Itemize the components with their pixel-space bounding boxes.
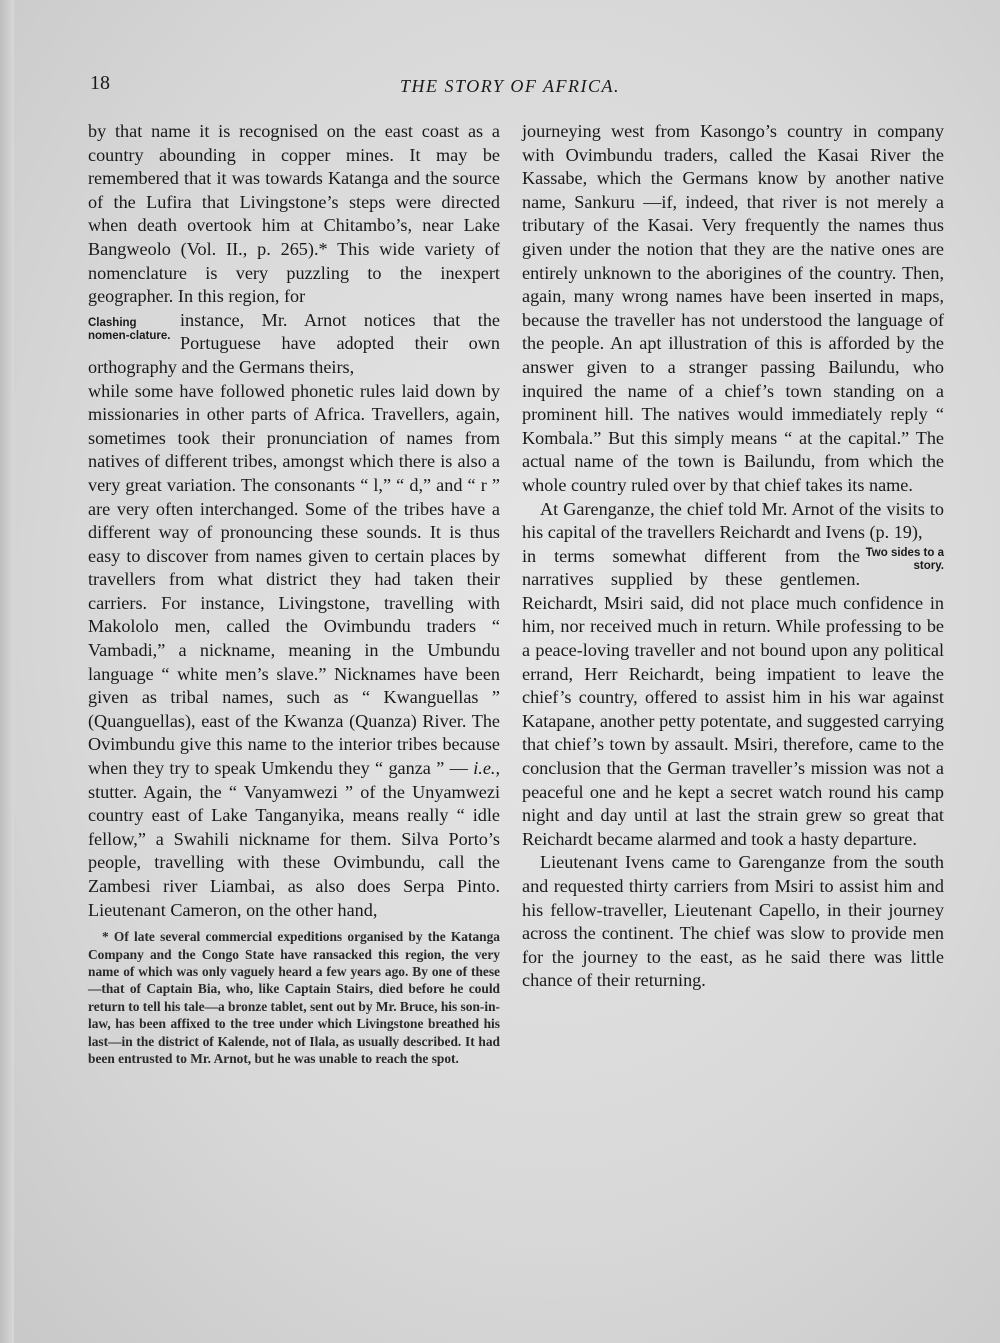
footnote (88, 928, 500, 1067)
right-paragraph-2a: At Garenganze, the chief told Mr. Arnot of the visits to his capital of the travellers Reichardt and Ivens (p. 19), (522, 498, 944, 543)
page-binding-shadow (0, 0, 14, 1343)
left-paragraph-1c-text: while some have followed phonetic rules laid down by missionaries in other parts of Africa. Travellers, again, sometimes took their pronunciation of names from natives of different tribes, amongst which there is also a very great variation. The consonants “ l,” “ d,” and “ r ” are very often interchanged. Some of the tribes have a different way of pronouncing these sounds. It is thus easy to discover from names given to certain places by travellers from what district they had taken their carriers. For instance, Livingstone, travelling with Makololo men, called the Ovimbundu traders “ Vambadi,” a nickname, meaning in the Umbundu language “ white men’s slave.” Nicknames have been given as tribal names, such as “ Kwanguellas ” (Quanguellas), east of the Kwanza (Quanza) River. The Ovimbundu give this name to the interior tribes because when they try to speak Umkendu they “ ganza ” — (88, 380, 500, 779)
margin-note-two-sides: Two sides to a story. (865, 546, 944, 572)
page-header (90, 72, 940, 102)
right-column (522, 120, 944, 993)
left-column (88, 120, 500, 1067)
left-paragraph-1d-text: stutter. Again, the “ Vanyamwezi ” of the Unyamwezi country east of Lake Tanganyika, means really “ idle fellow,” a Swahili nickname for them. Silva Porto’s people, travelling with these Ovimbundu, call the Zambesi river Liambai, as also does Serpa Pinto. Lieutenant Cameron, on the other hand, (88, 781, 500, 920)
footnote-text: * Of late several commercial expeditions organised by the Katanga Company and the Congo State have ransacked this region, the very name of which was only vaguely heard a few years ago. By one of these—that of Captain Bia, who, like Captain Stairs, died before he could return to tell his tale—a bronze tablet, sent out by Mr. Bruce, his son-in-law, has been affixed to the tree under which Livingstone breathed his last—in the district of Kalende, not of Ilala, as usually described. It had been entrusted to Mr. Arnot, but he was unable to reach the spot. (88, 929, 500, 1067)
right-paragraph-3: Lieutenant Ivens came to Garenganze from the south and requested thirty carriers from Msiri to assist him and his fellow-traveller, Lieutenant Capello, in their journey across the continent. The chief was slow to provide men for the journey to the east, as he said there was little chance of their returning. (522, 852, 944, 991)
running-title: THE STORY OF AFRICA. (400, 76, 621, 96)
right-paragraph-1: journeying west from Kasongo’s country in company with Ovimbundu traders, called the Kasai River the Kassabe, which the Germans know by another native name, Sankuru —if, indeed, that river is not merely a tributary of the Kasai. Very frequently the names thus given under the notion that they are the native ones are entirely unknown to the aborigines of the country. Then, again, many wrong names have been inserted in maps, because the traveller has not understood the language of the people. An apt illustration of this is afforded by the answer given to a stranger passing Bailundu, who inquired the name of a chief’s town standing on a prominent hill. The natives would immediately reply “ Kombala.” But this simply means “ at the capital.” The actual name of the town is Bailundu, from which the whole country ruled over by that chief takes its name. (522, 121, 944, 495)
left-paragraph-1a: by that name it is recognised on the east coast as a country abounding in copper mines. It may be remembered that it was towards Katanga and the source of the Lufira that Livingstone’s steps were directed when death overtook him at Chitambo’s, near Lake Bangweolo (Vol. II., p. 265).* This wide variety of nomenclature is very puzzling to the inexpert geographer. In this region, for (88, 121, 500, 307)
left-paragraph-1b: instance, Mr. Arnot notices that the Portuguese have adopted their own orthography and the Germans theirs, (88, 309, 500, 377)
page-number: 18 (90, 72, 110, 94)
margin-note-clashing-nomenclature: Clashing nomen-clature. (88, 316, 171, 342)
ie-abbreviation: i.e., (473, 758, 501, 779)
left-paragraph-1c (88, 380, 500, 923)
right-paragraph-2b: in terms somewhat different from the narratives supplied by these gentlemen. Reichardt, Msiri said, did not place much confidence in him, nor received much in return. While professing to be a peace-loving traveller and not bound upon any political errand, Herr Reichardt, being impatient to leave the chief’s country, offered to assist him in his war against Katapane, another petty potentate, and suggested carrying that chief’s town by assault. Msiri, therefore, came to the conclusion that the German traveller’s mission was not a peaceful one and he kept a secret watch round his camp night and day until at last the strain grew so great that Reichardt became alarmed and took a hasty departure. (522, 545, 944, 849)
